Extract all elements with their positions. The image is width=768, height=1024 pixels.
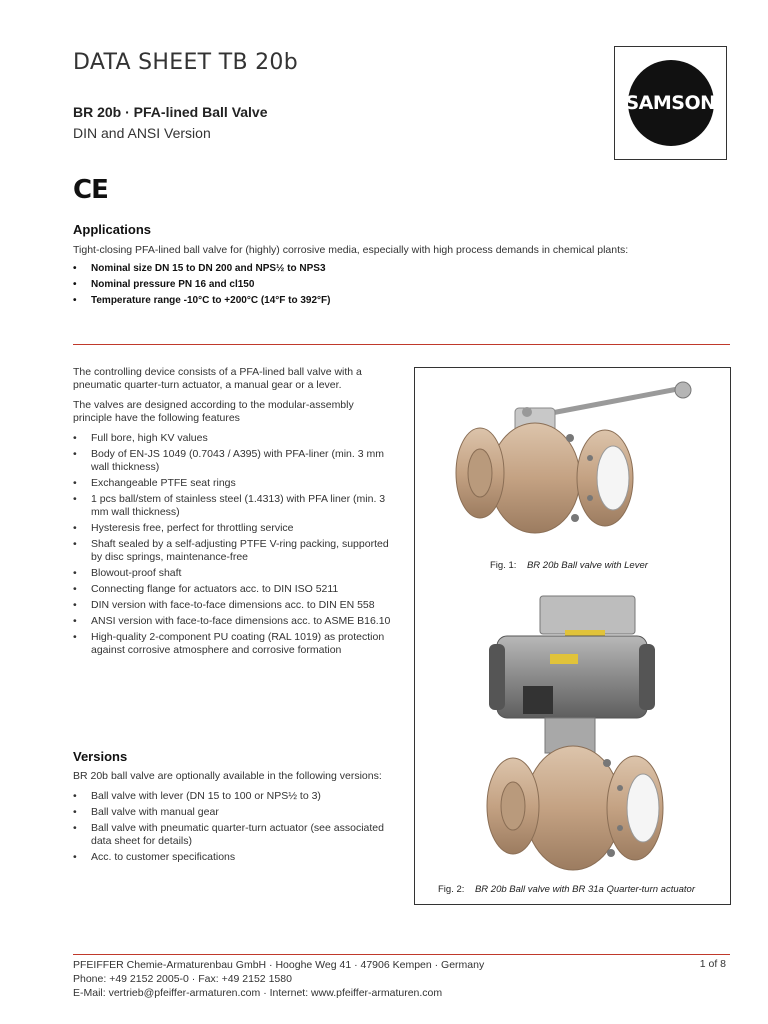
valve-illustrations bbox=[415, 368, 732, 906]
applications-intro: Tight-closing PFA-lined ball valve for (highly) corrosive media, especially with high process demands in chemical plants: bbox=[73, 244, 629, 256]
figure-1-caption: Fig. 1: BR 20b Ball valve with Lever bbox=[490, 560, 648, 571]
list-item: • Full bore, high KV values bbox=[73, 432, 208, 444]
description-column bbox=[73, 366, 393, 660]
versions-heading: Versions bbox=[73, 749, 128, 764]
list-item: • Ball valve with manual gear bbox=[73, 806, 219, 818]
list-item: • High-quality 2-component PU coating (RAL 1019) as protection against corrosive atmosphere and corrosive formation bbox=[73, 631, 385, 656]
valve-with-actuator-image bbox=[487, 596, 663, 870]
list-item: • Connecting flange for actuators acc. to DIN ISO 5211 bbox=[73, 583, 339, 595]
ce-mark: CE bbox=[73, 175, 108, 205]
list-item: • Shaft sealed by a self-adjusting PTFE V-ring packing, supported by disc springs, maintenance-free bbox=[73, 538, 389, 563]
list-item: • Nominal pressure PN 16 and cl150 bbox=[73, 279, 255, 290]
list-item: • Hysteresis free, perfect for throttling service bbox=[73, 522, 294, 534]
versions-column bbox=[73, 770, 393, 867]
description-paragraph: The valves are designed according to the modular-assembly principle have the following features bbox=[73, 399, 354, 424]
versions-list bbox=[73, 790, 393, 864]
footer bbox=[73, 958, 484, 1000]
footer-address: PFEIFFER Chemie-Armaturenbau GmbH · Hooghe Weg 41 · 47906 Kempen · Germany bbox=[73, 959, 485, 971]
footer-email: E-Mail: vertrieb@pfeiffer-armaturen.com · Internet: www.pfeiffer-armaturen.com bbox=[73, 987, 443, 999]
description-paragraph: The controlling device consists of a PFA-lined ball valve with a pneumatic quarter-turn actuator, a manual gear or a lever. bbox=[73, 366, 362, 391]
logo-text: SAMSON bbox=[625, 92, 716, 114]
list-item: • Temperature range -10°C to +200°C (14°F to 392°F) bbox=[73, 295, 331, 306]
features-list bbox=[73, 432, 393, 657]
samson-logo bbox=[614, 46, 727, 160]
list-item: • Body of EN-JS 1049 (0.7043 / A395) with PFA-liner (min. 3 mm wall thickness) bbox=[73, 448, 384, 473]
list-item: • Acc. to customer specifications bbox=[73, 851, 236, 863]
valve-with-lever-image bbox=[456, 382, 691, 533]
applications-heading: Applications bbox=[73, 222, 152, 237]
document-title: DATA SHEET TB 20b bbox=[73, 50, 298, 75]
product-subtitle: DIN and ANSI Version bbox=[73, 125, 211, 141]
figure-2-caption: Fig. 2: BR 20b Ball valve with BR 31a Quarter-turn actuator bbox=[438, 884, 695, 895]
footer-phone: Phone: +49 2152 2005-0 · Fax: +49 2152 1580 bbox=[73, 973, 292, 985]
list-item: • Nominal size DN 15 to DN 200 and NPS½ to NPS3 bbox=[73, 263, 326, 274]
versions-intro: BR 20b ball valve are optionally available in the following versions: bbox=[73, 770, 382, 782]
list-item: • Blowout-proof shaft bbox=[73, 567, 182, 579]
list-item: • Ball valve with pneumatic quarter-turn actuator (see associated data sheet for details) bbox=[73, 822, 384, 847]
figure-panel bbox=[414, 367, 731, 905]
applications-list bbox=[73, 263, 331, 311]
product-title: BR 20b · PFA-lined Ball Valve bbox=[73, 104, 268, 120]
list-item: • DIN version with face-to-face dimensions acc. to DIN EN 558 bbox=[73, 599, 375, 611]
list-item: • Ball valve with lever (DN 15 to 100 or NPS½ to 3) bbox=[73, 790, 321, 802]
page-number: 1 of 8 bbox=[699, 958, 726, 970]
logo-circle bbox=[625, 60, 716, 146]
list-item: • ANSI version with face-to-face dimensions acc. to ASME B16.10 bbox=[73, 615, 391, 627]
divider-rule bbox=[73, 344, 730, 345]
list-item: • Exchangeable PTFE seat rings bbox=[73, 477, 236, 489]
list-item: • 1 pcs ball/stem of stainless steel (1.4313) with PFA liner (min. 3 mm wall thickness) bbox=[73, 493, 386, 518]
footer-rule bbox=[73, 954, 730, 955]
